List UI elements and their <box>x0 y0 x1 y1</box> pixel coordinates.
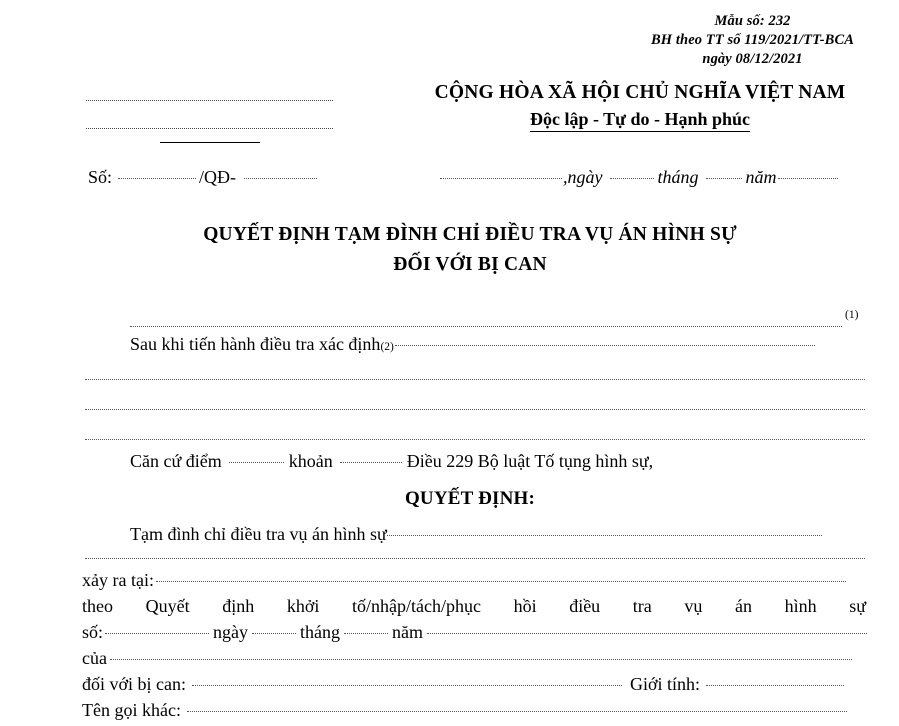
form-circular-reference: BH theo TT số 119/2021/TT-BCA <box>651 32 854 48</box>
referenced-decision-number-label: số: <box>82 622 104 642</box>
referenced-decision-month-field[interactable] <box>344 633 388 634</box>
page-title-line-2: ĐỐI VỚI BỊ CAN <box>393 254 547 275</box>
suspend-statement-field[interactable] <box>387 535 822 536</box>
accused-row <box>82 674 844 695</box>
form-issue-date: ngày 08/12/2021 <box>702 51 803 67</box>
issuing-body-field[interactable] <box>110 659 852 660</box>
per-decision-word-11: hình <box>784 596 817 616</box>
national-heading <box>400 82 880 132</box>
legal-basis-clause-field[interactable] <box>340 462 402 463</box>
referenced-decision-number-row <box>82 622 867 643</box>
alias-field[interactable] <box>187 711 847 712</box>
per-decision-word-12: sự <box>849 596 866 616</box>
crime-location-field[interactable] <box>156 581 846 582</box>
footnote-marker-1: (1) <box>845 309 859 321</box>
issue-day-label: ngày <box>567 167 603 187</box>
document-number-label: Số: <box>88 167 113 187</box>
legal-basis-row <box>130 451 653 472</box>
issuing-authority-field[interactable] <box>130 326 842 327</box>
crime-location-label: xảy ra tại: <box>82 570 154 590</box>
form-number: Mẫu số: 232 <box>714 13 791 29</box>
page-title-line-1: QUYẾT ĐỊNH TẠM ĐÌNH CHỈ ĐIỀU TRA VỤ ÁN HÌNH SỰ <box>203 224 737 245</box>
legal-basis-point-field[interactable] <box>229 462 284 463</box>
document-number-suffix-field[interactable] <box>244 178 317 179</box>
referenced-decision-day-field[interactable] <box>252 633 296 634</box>
issue-place-date-row <box>440 167 838 188</box>
issue-year-field[interactable] <box>778 178 838 179</box>
issue-month-field[interactable] <box>706 178 742 179</box>
per-decision-row <box>82 596 866 617</box>
agency-name-line-2[interactable] <box>86 128 333 129</box>
per-decision-word-7: điều <box>569 596 601 616</box>
agency-underline-rule <box>160 142 260 143</box>
legal-basis-clause-label: khoản <box>288 451 333 471</box>
referenced-decision-year-field[interactable] <box>427 633 867 634</box>
issue-day-field[interactable] <box>610 178 654 179</box>
per-decision-word-8: tra <box>632 596 652 616</box>
referenced-decision-number-field[interactable] <box>105 633 209 634</box>
issue-date-comma: , <box>563 167 568 187</box>
investigation-detail-line-1[interactable] <box>85 379 865 380</box>
document-number-row <box>88 167 317 188</box>
suspend-statement-label: Tạm đình chỉ điều tra vụ án hình sự <box>130 524 387 544</box>
accused-label: đối với bị can: <box>82 674 187 694</box>
form-code-block <box>651 12 854 69</box>
investigation-intro-field[interactable] <box>395 345 815 346</box>
suspend-statement-row <box>130 524 822 545</box>
issue-place-field[interactable] <box>440 178 562 179</box>
per-decision-word-10: án <box>735 596 752 616</box>
alias-label: Tên gọi khác: <box>82 700 181 720</box>
crime-location-row <box>82 570 846 591</box>
national-motto: Độc lập - Tự do - Hạnh phúc <box>530 109 750 132</box>
issue-year-label: năm <box>745 167 777 187</box>
gender-label: Giới tính: <box>630 674 701 694</box>
per-decision-word-9: vụ <box>684 596 703 616</box>
per-decision-word-5: tố/nhập/tách/phục <box>351 596 481 616</box>
country-name: CỘNG HÒA XÃ HỘI CHỦ NGHĨA VIỆT NAM <box>434 82 846 103</box>
document-number-separator: /QĐ- <box>199 167 237 187</box>
footnote-marker-2: (2) <box>380 341 394 353</box>
investigation-detail-line-2[interactable] <box>85 409 865 410</box>
per-decision-word-4: khởi <box>286 596 320 616</box>
referenced-decision-month-label: tháng <box>300 622 341 642</box>
per-decision-word-2: Quyết <box>145 596 190 616</box>
alias-row <box>82 700 847 721</box>
investigation-intro-row <box>130 334 815 355</box>
issue-month-label: tháng <box>657 167 699 187</box>
per-decision-word-1: theo <box>82 596 113 616</box>
legal-basis-article: Điều 229 Bộ luật Tố tụng hình sự, <box>406 451 654 471</box>
page-title <box>90 220 850 280</box>
referenced-decision-year-label: năm <box>392 622 424 642</box>
decision-keyword: QUYẾT ĐỊNH: <box>404 488 536 509</box>
suspend-statement-continuation-line[interactable] <box>85 558 865 559</box>
investigation-detail-line-3[interactable] <box>85 439 865 440</box>
agency-name-line-1[interactable] <box>86 100 333 101</box>
issuing-body-row <box>82 648 852 669</box>
legal-basis-prefix: Căn cứ điểm <box>130 451 222 471</box>
issuing-body-label: của <box>82 648 107 668</box>
investigation-intro-label: Sau khi tiến hành điều tra xác định <box>130 334 381 354</box>
accused-name-field[interactable] <box>192 685 622 686</box>
per-decision-word-3: định <box>222 596 255 616</box>
per-decision-word-6: hồi <box>513 596 537 616</box>
referenced-decision-day-label: ngày <box>213 622 249 642</box>
gender-field[interactable] <box>706 685 844 686</box>
document-number-field[interactable] <box>118 178 196 179</box>
